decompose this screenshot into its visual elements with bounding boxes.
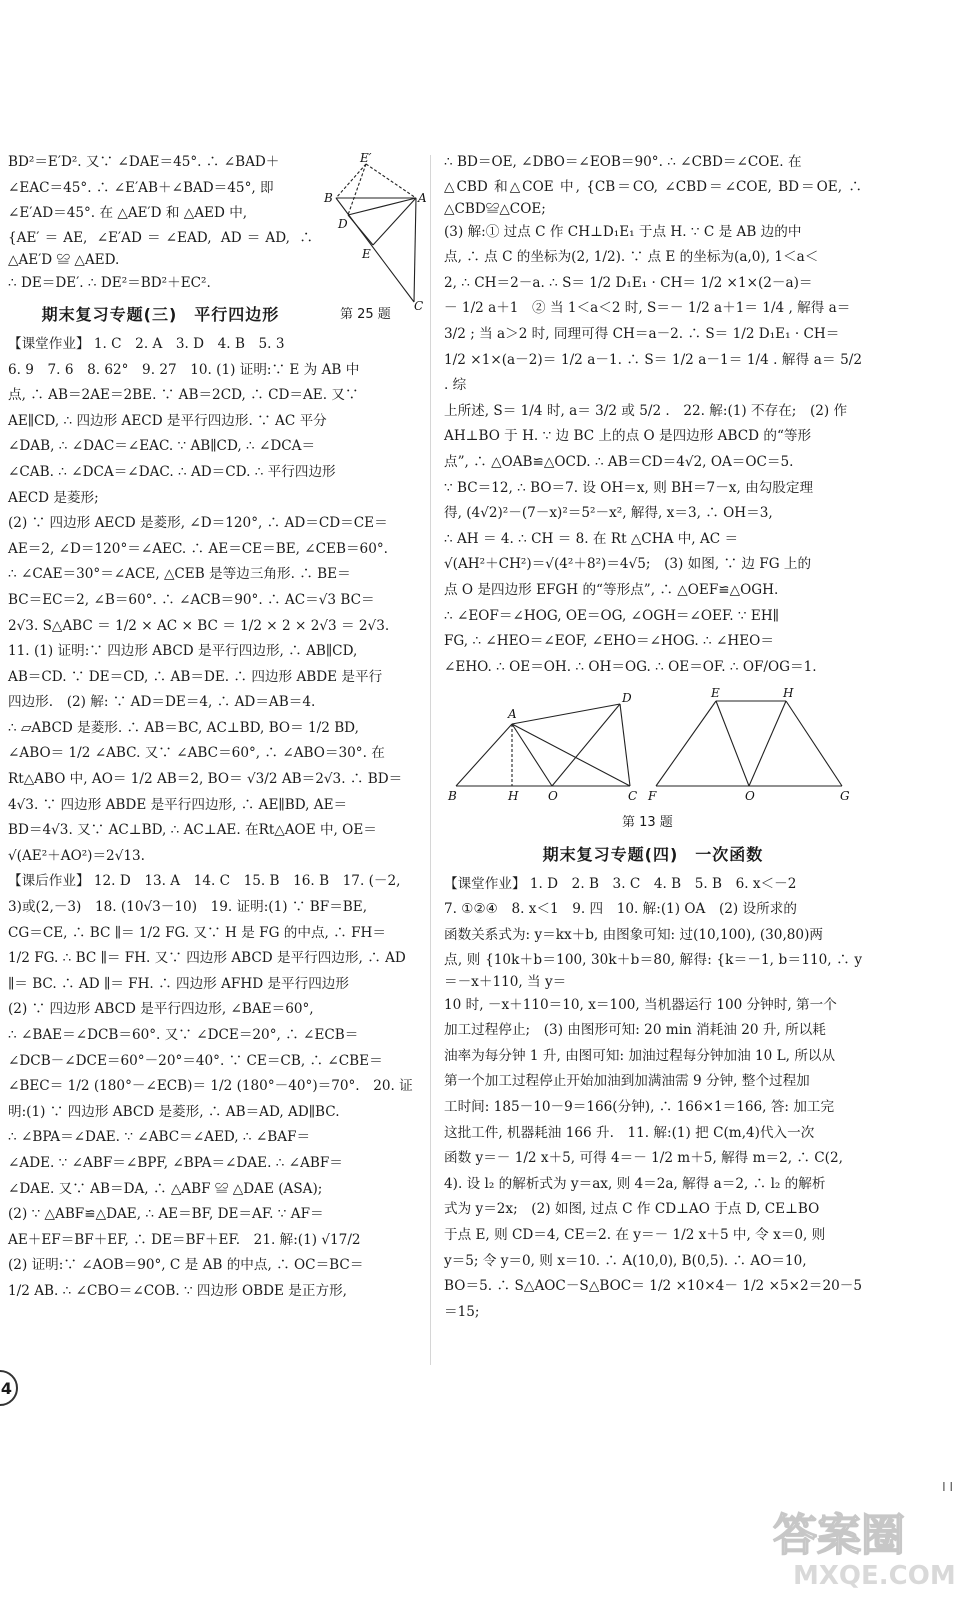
text-line: 得, (4√2)²－(7－x)²＝5²－x², 解得, x＝3, ∴ OH＝3, <box>444 505 773 522</box>
text-line: 4√3. ∵ 四边形 ABDE 是平行四边形, ∴ AE∥BD, AE＝ <box>8 796 348 813</box>
text-line: ∴ ∠BPA＝∠DAE. ∵ ∠ABC＝∠AED, ∴ ∠BAF＝ <box>8 1129 311 1146</box>
watermark-main: 答案圈 <box>773 1510 905 1561</box>
watermark-sub: MXQE.COM <box>793 1561 956 1590</box>
right-column <box>444 150 862 1325</box>
text-line: BD²＝E′D². 又∵ ∠DAE＝45°. ∴ ∠BAD＋ <box>8 154 280 170</box>
text-line: BO＝5. ∴ S△AOC－S△BOC＝ 1/2 ×10×4－ 1/2 ×5×2＝20－5＝15; <box>444 1278 862 1320</box>
label-a: A <box>508 707 517 722</box>
label-o: O <box>548 789 558 804</box>
label-c: C <box>414 299 424 310</box>
text-line: ∵ BC＝12, ∴ BO＝7. 设 OH＝x, 则 BH＝7－x, 由勾股定理 <box>444 479 814 496</box>
text-line: 第一个加工过程停止开始加油到加满油需 9 分钟, 整个过程加 <box>444 1073 810 1090</box>
figure-13 <box>444 686 862 836</box>
section-title: 期末复习专题(四) 一次函数 <box>542 845 764 865</box>
text-line: ∥＝ BC. ∴ AD ∥＝ FH. ∴ 四边形 AFHD 是平行四边形 <box>8 975 349 992</box>
text-line: ∠EHO. ∴ OE＝OH. ∴ OH＝OG. ∴ OE＝OF. ∴ OF/OG＝1. <box>444 658 817 675</box>
text-line: (2) 证明:∵ ∠AOB＝90°, C 是 AB 的中点, ∴ OC＝BC＝ <box>8 1257 364 1274</box>
text-line: ∴ ∠EOF＝∠HOG, OE＝OG, ∠OGH＝∠OEF. ∵ EH∥ <box>444 607 779 624</box>
text-line: ∠DCB－∠DCE＝60°－20°＝40°. ∵ CE＝CB, ∴ ∠CBE＝ <box>8 1052 383 1069</box>
text-line: 【课堂作业】 1. D 2. B 3. C 4. B 5. B 6. x＜－2 <box>444 875 797 892</box>
text-line: 1/2 ×1×(a－2)＝ 1/2 a－1. ∴ S＝ 1/2 a－1＝ 1/4 . 解得 a＝ 5/2 . 综 <box>444 351 863 394</box>
label-e: E <box>362 247 371 261</box>
text-line: 点, ∴ 点 C 的坐标为(2, 1/2). ∵ 点 E 的坐标为(a,0), 1＜a＜ <box>444 249 819 266</box>
text-line: ∠DAE. 又∵ AB＝DA, ∴ △ABF ≌ △DAE (ASA); <box>8 1180 323 1197</box>
label-d: D <box>338 217 348 231</box>
text-line: 式为 y＝2x; (2) 如图, 过点 C 作 CD⊥AO 于点 D, CE⊥BO <box>444 1201 820 1218</box>
text-line: 函数关系式为: y＝kx＋b, 由图象可知: 过(10,100), (30,80)两 <box>444 927 823 944</box>
text-line: BC＝EC＝2, ∠B＝60°. ∴ ∠ACB＝90°. ∴ AC＝√3 BC＝ <box>8 591 375 608</box>
text-line: 1/2 FG. ∴ BC ∥＝ FH. 又∵ 四边形 ABCD 是平行四边形, ∴ AD <box>8 950 406 967</box>
section-title: 期末复习专题(三) 平行四边形 <box>41 305 280 325</box>
text-line: AH⊥BO 于 H. ∵ 边 BC 上的点 O 是四边形 ABCD 的“等形 <box>444 428 812 445</box>
text-line: 函数 y＝－ 1/2 x＋5, 可得 4＝－ 1/2 m＋5, 解得 m＝2, ∴ C(2, <box>444 1150 843 1167</box>
continued-answer-block <box>444 150 862 680</box>
text-line: √(AH²＋CH²)＝√(4²＋8²)＝4√5; (3) 如图, ∵ 边 FG 上的 <box>444 556 812 573</box>
text-line: 2, ∴ CH＝2－a. ∴ S＝ 1/2 D₁E₁ · CH＝ 1/2 ×1×(2－a)＝ <box>444 274 813 291</box>
text-line: ∴ ∠CAE＝30°＝∠ACE, △CEB 是等边三角形. ∴ BE＝ <box>8 566 351 583</box>
label-g: G <box>840 789 850 804</box>
text-line: FG, ∴ ∠HEO＝∠EOF, ∠EHO＝∠HOG. ∴ ∠HEO＝ <box>444 633 774 650</box>
text-line: 7. ①②④ 8. x＜1 9. 四 10. 解:(1) OA (2) 设所求的 <box>444 901 797 918</box>
figure-caption: 第 13 题 <box>622 815 673 831</box>
text-line: ∠EAC＝45°. ∴ ∠E′AB＋∠BAD＝45°, 即 <box>8 179 274 196</box>
text-line: 四边形. (2) 解: ∵ AD＝DE＝4, ∴ AD＝AB＝4. <box>8 694 316 711</box>
text-line: 11. (1) 证明:∵ 四边形 ABCD 是平行四边形, ∴ AB∥CD, <box>8 643 358 660</box>
label-a: A <box>418 191 427 205</box>
text-line: AE＝2, ∠D＝120°＝∠AEC. ∴ AE＝CE＝BE, ∠CEB＝60°. <box>8 540 388 557</box>
text-line: √(AE²＋AO²)＝2√13. <box>8 847 145 864</box>
label-d: D <box>622 691 632 706</box>
text-line: 4). 设 l₂ 的解析式为 y＝ax, 则 4＝2a, 解得 a＝2, ∴ l₂ 的解析 <box>444 1175 826 1192</box>
text-line: 明:(1) ∵ 四边形 ABCD 是菱形, ∴ AB＝AD, AD∥BC. <box>8 1103 340 1120</box>
text-line: 工时间: 185－10－9＝166(分钟), ∴ 166×1＝166, 答: 加工完 <box>444 1099 835 1116</box>
text-line: ∠ABO＝ 1/2 ∠ABC. 又∵ ∠ABC＝60°, ∴ ∠ABO＝30°. 在 <box>8 745 385 762</box>
watermark-logo <box>763 1500 963 1590</box>
text-line: 点, ∴ AB＝2AE＝2BE. ∵ AB＝2CD, ∴ CD＝AE. 又∵ <box>8 387 359 404</box>
label-h: H <box>508 789 519 804</box>
column-divider <box>430 155 431 1365</box>
text-line: BD＝4√3. 又∵ AC⊥BD, ∴ AC⊥AE. 在Rt△AOE 中, OE＝ <box>8 822 377 839</box>
left-column <box>8 150 427 1305</box>
text-line: ∴ ▱ABCD 是菱形. ∴ AB＝BC, AC⊥BD, BO＝ 1/2 BD, <box>8 719 359 736</box>
text-line: 这批工件, 机器耗油 166 升. 11. 解:(1) 把 C(m,4)代入一次 <box>444 1124 815 1141</box>
text-line: CG＝CE, ∴ BC ∥＝ 1/2 FG. 又∵ H 是 FG 的中点, ∴ FH＝ <box>8 924 386 941</box>
text-line: ∠CAB. ∴ ∠DCA＝∠DAC. ∴ AD＝CD. ∴ 平行四边形 <box>8 463 336 480</box>
text-line: 【课堂作业】 1. C 2. A 3. D 4. B 5. 3 <box>8 335 285 352</box>
text-line: ∠ADE. ∵ ∠ABF＝∠BPF, ∠BPA＝∠DAE. ∴ ∠ABF＝ <box>8 1154 343 1171</box>
label-o2: O <box>745 789 755 804</box>
quadrilateral-figures <box>444 686 862 814</box>
text-line: 加工过程停止; (3) 由图形可知: 20 min 消耗油 20 升, 所以耗 <box>444 1022 826 1039</box>
text-line: (2) ∵ 四边形 ABCD 是平行四边形, ∠BAE＝60°, <box>8 1001 314 1018</box>
text-line: AE＋EF＝BF＋EF, ∴ DE＝BF＋EF. 21. 解:(1) √17/2 <box>8 1231 361 1248</box>
label-e-prime: E′ <box>360 151 372 165</box>
answer-block <box>444 872 862 1326</box>
text-line: ∠DAB, ∴ ∠DAC＝∠EAC. ∵ AB∥CD, ∴ ∠DCA＝ <box>8 438 316 455</box>
text-line: AE∥CD, ∴ 四边形 AECD 是平行四边形. ∵ AC 平分 <box>8 412 327 429</box>
label-e: E <box>711 686 720 701</box>
text-line: ∠E′AD＝45°. 在 △AE′D 和 △AED 中, <box>8 205 248 222</box>
text-line: 2√3. S△ABC ＝ 1/2 × AC × BC ＝ 1/2 × 2 × 2√3 ＝ 2√3. <box>8 617 390 634</box>
text-line: 【课后作业】 12. D 13. A 14. C 15. B 16. B 17. (－2, <box>8 873 401 890</box>
text-line: {AE′＝AE, ∠E′AD＝∠EAD, AD＝AD, ∴ △AE′D ≌ △AED. <box>8 229 313 268</box>
figure-caption: 第 25 题 <box>340 307 391 322</box>
corner-marks: I I <box>942 1480 953 1494</box>
triangle-figure <box>318 150 428 310</box>
text-line: △CBD 和△COE 中, {CB＝CO, ∠CBD＝∠COE, BD＝OE, ∴ △CBD≌△COE; <box>444 178 862 217</box>
text-line: 1/2 AB. ∴ ∠CBO＝∠COB. ∵ 四边形 OBDE 是正方形, <box>8 1282 348 1299</box>
text-line: 点”, ∴ △OAB≌△OCD. ∴ AB＝CD＝4√2, OA＝OC＝5. <box>444 453 794 470</box>
text-line: － 1/2 a＋1 ② 当 1＜a＜2 时, S＝－ 1/2 a＋1＝ 1/4 , 解得 a＝ <box>444 300 851 317</box>
text-line: (2) ∵ △ABF≌△DAE, ∴ AE＝BF, DE＝AF. ∵ AF＝ <box>8 1206 324 1223</box>
text-line: 6. 9 7. 6 8. 62° 9. 27 10. (1) 证明:∵ E 为 AB 中 <box>8 361 360 378</box>
page-number-badge <box>0 1370 18 1406</box>
text-line: ∴ AH ＝ 4. ∴ CH ＝ 8. 在 Rt △CHA 中, AC ＝ <box>444 530 739 547</box>
text-line: Rt△ABO 中, AO＝ 1/2 AB＝2, BO＝ √3/2 AB＝2√3. ∴ BD＝ <box>8 771 403 788</box>
text-line: 3/2 ; 当 a＞2 时, 同理可得 CH＝a－2. ∴ S＝ 1/2 D₁E₁ · CH＝ <box>444 325 840 342</box>
text-line: (2) ∵ 四边形 AECD 是菱形, ∠D＝120°, ∴ AD＝CD＝CE＝ <box>8 515 388 532</box>
page-number: 4 <box>0 1378 12 1398</box>
text-line: ∠BEC＝ 1/2 (180°－∠ECB)＝ 1/2 (180°－40°)＝70°. 20. 证 <box>8 1078 413 1095</box>
intro-block <box>8 150 313 296</box>
text-line: 于点 E, 则 CD＝4, CE＝2. 在 y＝－ 1/2 x＋5 中, 令 x＝0, 则 <box>444 1227 826 1243</box>
answer-block <box>8 332 420 1305</box>
figure-25 <box>318 150 428 330</box>
text-line: (3) 解:① 过点 C 作 CH⊥D₁E₁ 于点 H. ∵ C 是 AB 边的中 <box>444 223 802 240</box>
text-line: 点, 则 {10k＋b＝100, 30k＋b＝80, 解得: {k＝－1, b＝110, ∴ y＝－x＋110, 当 y＝ <box>444 951 862 990</box>
text-line: AB＝CD. ∵ DE＝CD, ∴ AB＝DE. ∴ 四边形 ABDE 是平行 <box>8 668 383 685</box>
text-line: 10 时, －x＋110＝10, x＝100, 当机器运行 100 分钟时, 第一个 <box>444 996 837 1013</box>
label-f: F <box>648 789 657 804</box>
text-line: AECD 是菱形; <box>8 489 99 506</box>
label-c: C <box>628 789 638 804</box>
text-line: y＝5; 令 y＝0, 则 x＝10. ∴ A(10,0), B(0,5). ∴ AO＝10, <box>444 1252 807 1269</box>
text-line: ∴ ∠BAE＝∠DCB＝60°. 又∵ ∠DCE＝20°, ∴ ∠ECB＝ <box>8 1027 359 1043</box>
label-h2: H <box>783 686 794 701</box>
text-line: 3)或(2,－3) 18. (10√3－10) 19. 证明:(1) ∵ BF＝BE, <box>8 899 368 916</box>
text-line: ∴ BD＝OE, ∠DBO＝∠EOB＝90°. ∴ ∠CBD＝∠COE. 在 <box>444 154 802 170</box>
text-line: 点 O 是四边形 EFGH 的“等形点”, ∴ △OEF≌△OGH. <box>444 581 779 598</box>
label-b: B <box>448 789 457 804</box>
text-line: 上所述, S＝ 1/4 时, a＝ 3/2 或 5/2 . 22. 解:(1) 不存在; (2) 作 <box>444 402 848 419</box>
label-b: B <box>324 191 333 205</box>
text-line: ∴ DE＝DE′. ∴ DE²＝BD²＋EC². <box>8 274 211 291</box>
text-line: 油率为每分钟 1 升, 由图可知: 加油过程每分钟加油 10 L, 所以从 <box>444 1047 836 1064</box>
